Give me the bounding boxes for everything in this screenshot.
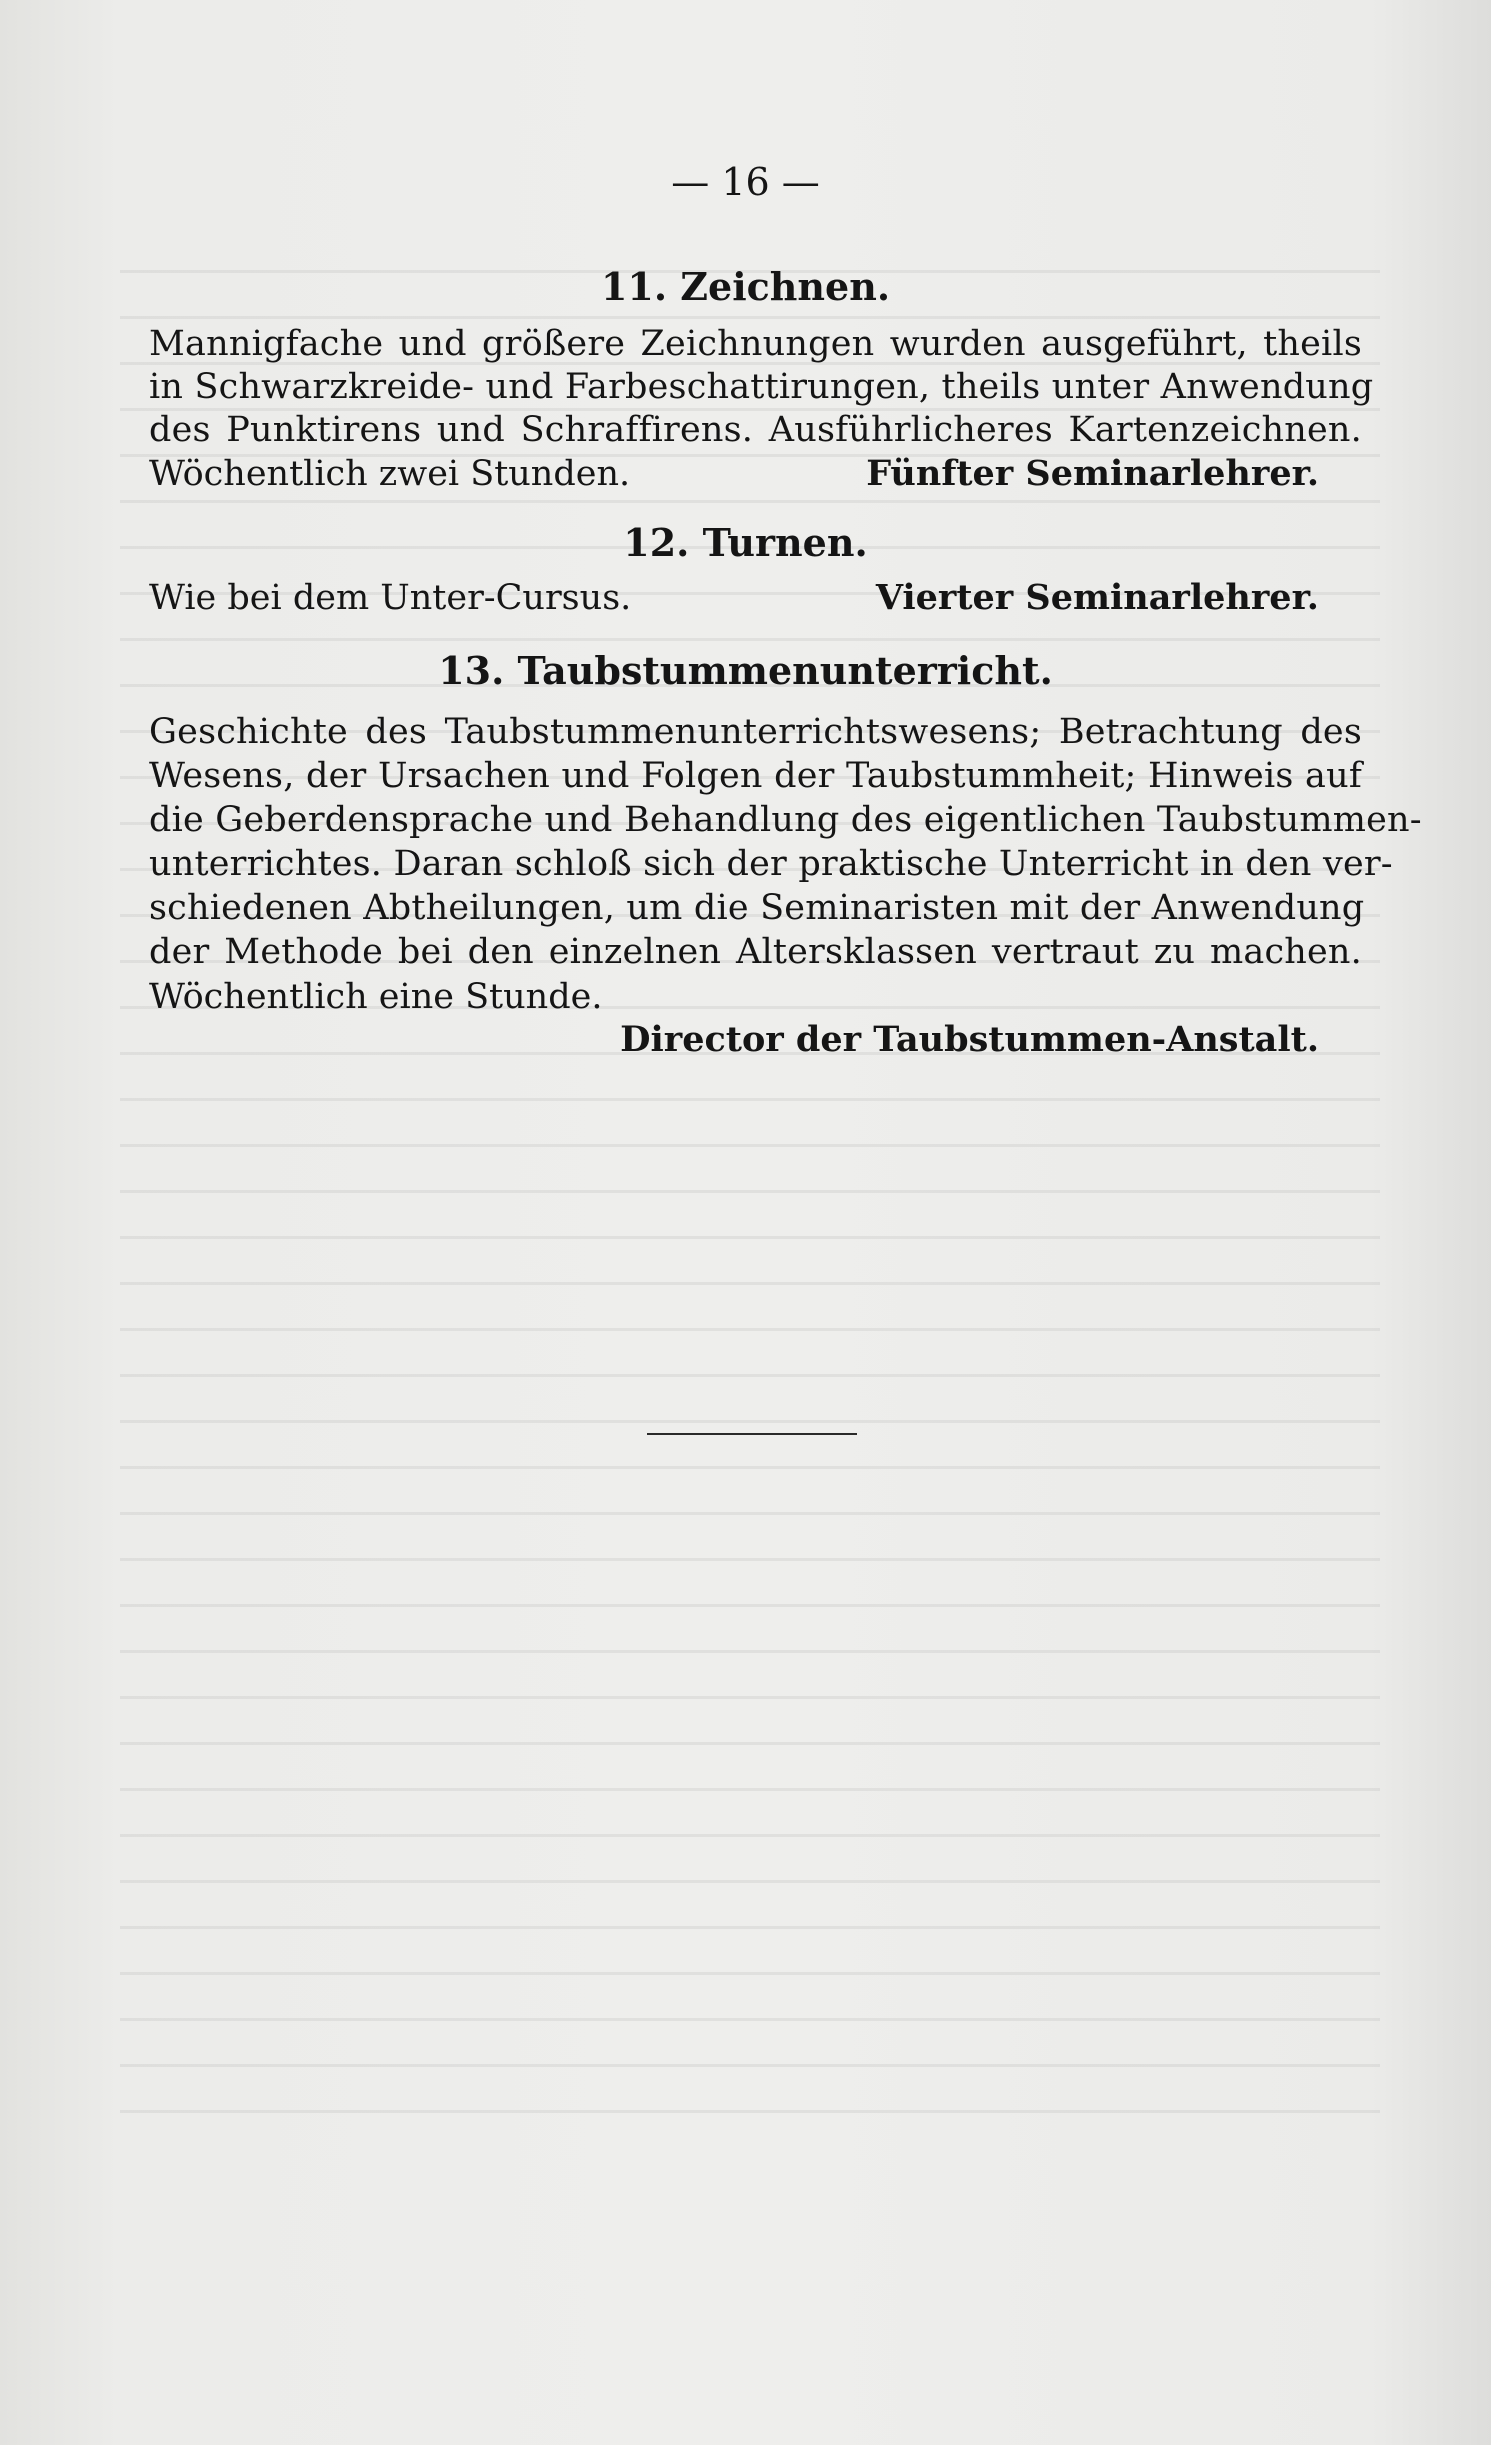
text-line: Mannigfache und größere Zeichnungen wurden ausgeführt, theils	[149, 324, 1362, 364]
teacher-signature: Fünfter Seminarlehrer.	[866, 453, 1319, 494]
section-heading-zeichnen: 11. Zeichnen.	[600, 264, 891, 309]
page-number: — 16 —	[671, 160, 820, 204]
text-line: in Schwarzkreide- und Farbeschattirungen, theils unter Anwendung	[149, 367, 1374, 407]
section-heading-turnen: 12. Turnen.	[623, 520, 868, 565]
weekly-hours-line: Wöchentlich eine Stunde.	[149, 977, 603, 1017]
text-line: Wesens, der Ursachen und Folgen der Taubstummheit; Hinweis auf	[149, 756, 1362, 796]
teacher-signature: Director der Taubstummen-Anstalt.	[620, 1019, 1319, 1060]
weekly-hours-line: Wie bei dem Unter-Cursus.	[149, 578, 632, 618]
text-line: schiedenen Abtheilungen, um die Seminaristen mit der Anwendung	[149, 888, 1365, 928]
text-line: die Geberdensprache und Behandlung des eigentlichen Taubstummen-	[149, 800, 1422, 840]
section-heading-taubstummenunterricht: 13. Taubstummenunterricht.	[438, 648, 1053, 693]
text-line: des Punktirens und Schraffirens. Ausführlicheres Kartenzeichnen.	[149, 410, 1362, 450]
teacher-signature: Vierter Seminarlehrer.	[875, 577, 1319, 618]
text-line: der Methode bei den einzelnen Altersklassen vertraut zu machen.	[149, 932, 1362, 972]
section-divider-rule	[647, 1433, 857, 1435]
text-line: unterrichtes. Daran schloß sich der praktische Unterricht in den ver-	[149, 844, 1393, 884]
text-line: Geschichte des Taubstummenunterrichtswesens; Betrachtung des	[149, 712, 1362, 752]
weekly-hours-line: Wöchentlich zwei Stunden.	[149, 454, 631, 494]
